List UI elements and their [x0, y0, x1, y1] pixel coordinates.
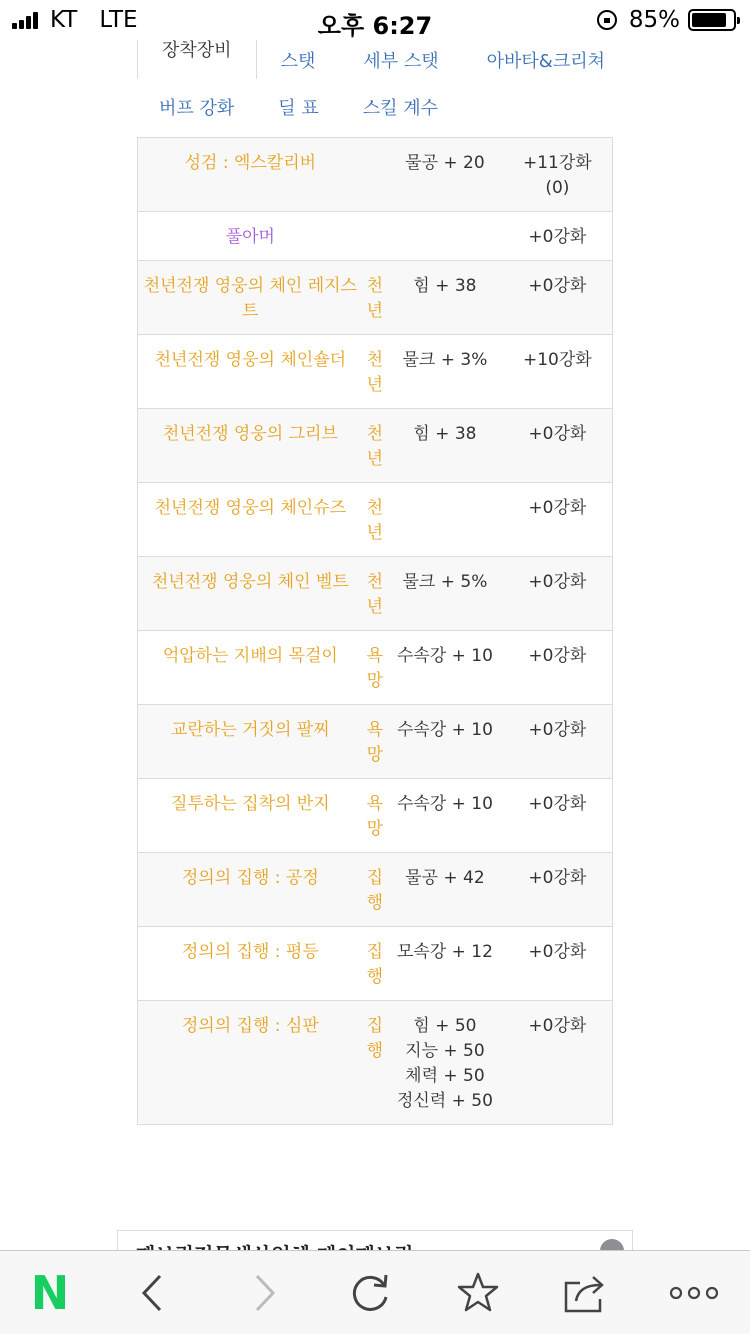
- equipment-name[interactable]: 질투하는 집착의 반지: [138, 779, 363, 853]
- equipment-stat: 힘 + 38: [387, 409, 503, 483]
- equipment-name[interactable]: 천년전쟁 영웅의 체인슈즈: [138, 483, 363, 557]
- equipment-stat: 물공 + 20: [387, 138, 503, 212]
- equipment-row: [138, 631, 613, 705]
- equipment-stat: 물크 + 5%: [387, 557, 503, 631]
- status-bar: [0, 0, 750, 40]
- equipment-table: [137, 137, 613, 1125]
- equipment-enhance: +10강화: [503, 335, 613, 409]
- equipment-enhance: +0강화: [503, 1001, 613, 1125]
- equipment-set: 천년: [363, 483, 387, 557]
- equipment-row: [138, 261, 613, 335]
- equipment-row: [138, 483, 613, 557]
- equipment-stat: 힘 + 38: [387, 261, 503, 335]
- battery-percent: 85%: [628, 7, 680, 33]
- battery-fill: [692, 13, 726, 27]
- equipment-stat: [387, 212, 503, 261]
- rotation-lock-icon: [597, 10, 617, 30]
- reload-button[interactable]: [320, 1251, 420, 1335]
- equipment-row: [138, 853, 613, 927]
- equipment-row: [138, 557, 613, 631]
- more-button[interactable]: [644, 1251, 744, 1335]
- naver-home-button[interactable]: [0, 1251, 100, 1335]
- share-button[interactable]: [536, 1251, 636, 1335]
- equipment-name[interactable]: 정의의 집행 : 평등: [138, 927, 363, 1001]
- equipment-enhance: +0강화: [503, 705, 613, 779]
- equipment-name[interactable]: 정의의 집행 : 심판: [138, 1001, 363, 1125]
- equipment-row: [138, 705, 613, 779]
- equipment-set: 욕망: [363, 779, 387, 853]
- character-tabs: [137, 40, 613, 135]
- equipment-stat: 수속강 + 10: [387, 779, 503, 853]
- equipment-enhance: +0강화: [503, 631, 613, 705]
- carrier-label: KT: [50, 7, 78, 33]
- equipment-name[interactable]: 성검 : 엑스칼리버: [138, 138, 363, 212]
- equipment-stat: 모속강 + 12: [387, 927, 503, 1001]
- equipment-stat: 수속강 + 10: [387, 631, 503, 705]
- equipment-enhance: +0강화: [503, 779, 613, 853]
- back-icon: [138, 1273, 168, 1313]
- equipment-name[interactable]: 억압하는 지배의 목걸이: [138, 631, 363, 705]
- equipment-enhance: +0강화: [503, 927, 613, 1001]
- equipment-enhance: +0강화: [503, 483, 613, 557]
- tab-row2-2[interactable]: 스킬 계수: [362, 98, 439, 119]
- browser-toolbar: [0, 1250, 750, 1334]
- equipment-row: [138, 138, 613, 212]
- status-right: [597, 7, 736, 33]
- tab-row-1: [137, 40, 613, 79]
- equipment-name[interactable]: 천년전쟁 영웅의 체인 레지스트: [138, 261, 363, 335]
- equipment-set: 집행: [363, 853, 387, 927]
- equipment-enhance: +11강화 (0): [503, 138, 613, 212]
- bookmark-button[interactable]: [428, 1251, 528, 1335]
- equipment-set: 천년: [363, 557, 387, 631]
- forward-button[interactable]: [214, 1251, 314, 1335]
- equipment-set: 천년: [363, 409, 387, 483]
- forward-icon: [249, 1273, 279, 1313]
- equipment-stat: 힘 + 50 지능 + 50 체력 + 50 정신력 + 50: [387, 1001, 503, 1125]
- equipment-enhance: +0강화: [503, 261, 613, 335]
- equipment-name[interactable]: 천년전쟁 영웅의 그리브: [138, 409, 363, 483]
- equipment-set: 욕망: [363, 705, 387, 779]
- bookmark-star-icon: [456, 1271, 500, 1315]
- tab-row1-3[interactable]: 아바타&크리쳐: [486, 50, 605, 72]
- equipment-name[interactable]: 정의의 집행 : 공정: [138, 853, 363, 927]
- reload-icon: [348, 1271, 392, 1315]
- tab-row1-2[interactable]: 세부 스탯: [363, 50, 439, 72]
- equipment-row: [138, 335, 613, 409]
- equipment-enhance: +0강화: [503, 212, 613, 261]
- back-button[interactable]: [103, 1251, 203, 1335]
- equipment-row: [138, 409, 613, 483]
- equipment-name[interactable]: 교란하는 거짓의 팔찌: [138, 705, 363, 779]
- equipment-enhance: +0강화: [503, 557, 613, 631]
- equipment-row: [138, 779, 613, 853]
- equipment-row: [138, 927, 613, 1001]
- equipment-stat: 물크 + 3%: [387, 335, 503, 409]
- equipment-set: [363, 212, 387, 261]
- equipment-enhance: +0강화: [503, 409, 613, 483]
- network-label: LTE: [99, 7, 138, 33]
- equipment-set: 집행: [363, 927, 387, 1001]
- equipment-set: 천년: [363, 335, 387, 409]
- equipment-name[interactable]: 천년전쟁 영웅의 체인숄더: [138, 335, 363, 409]
- equipment-stat: 물공 + 42: [387, 853, 503, 927]
- equipment-row: [138, 1001, 613, 1125]
- status-time: 오후 6:27: [317, 12, 433, 40]
- equipment-enhance: +0강화: [503, 853, 613, 927]
- equipment-name[interactable]: 풀아머: [138, 212, 363, 261]
- equipment-set: [363, 138, 387, 212]
- tab-row1-1[interactable]: 스탯: [280, 50, 316, 72]
- naver-logo: N: [30, 1266, 70, 1320]
- share-icon: [562, 1271, 610, 1315]
- equipment-set: 집행: [363, 1001, 387, 1125]
- equipment-set: 천년: [363, 261, 387, 335]
- equipment-stat: 수속강 + 10: [387, 705, 503, 779]
- equipment-set: 욕망: [363, 631, 387, 705]
- equipment-stat: [387, 483, 503, 557]
- equipment-row: [138, 212, 613, 261]
- tab-row1-0[interactable]: 장착장비: [137, 40, 257, 79]
- battery-icon: [688, 9, 736, 31]
- tab-row2-0[interactable]: 버프 강화: [159, 98, 235, 119]
- tab-row2-1[interactable]: 딜 표: [278, 98, 319, 119]
- tab-row-2: [137, 79, 613, 135]
- ad-banner[interactable]: [117, 1230, 633, 1250]
- equipment-name[interactable]: 천년전쟁 영웅의 체인 벨트: [138, 557, 363, 631]
- more-icon: [669, 1286, 719, 1300]
